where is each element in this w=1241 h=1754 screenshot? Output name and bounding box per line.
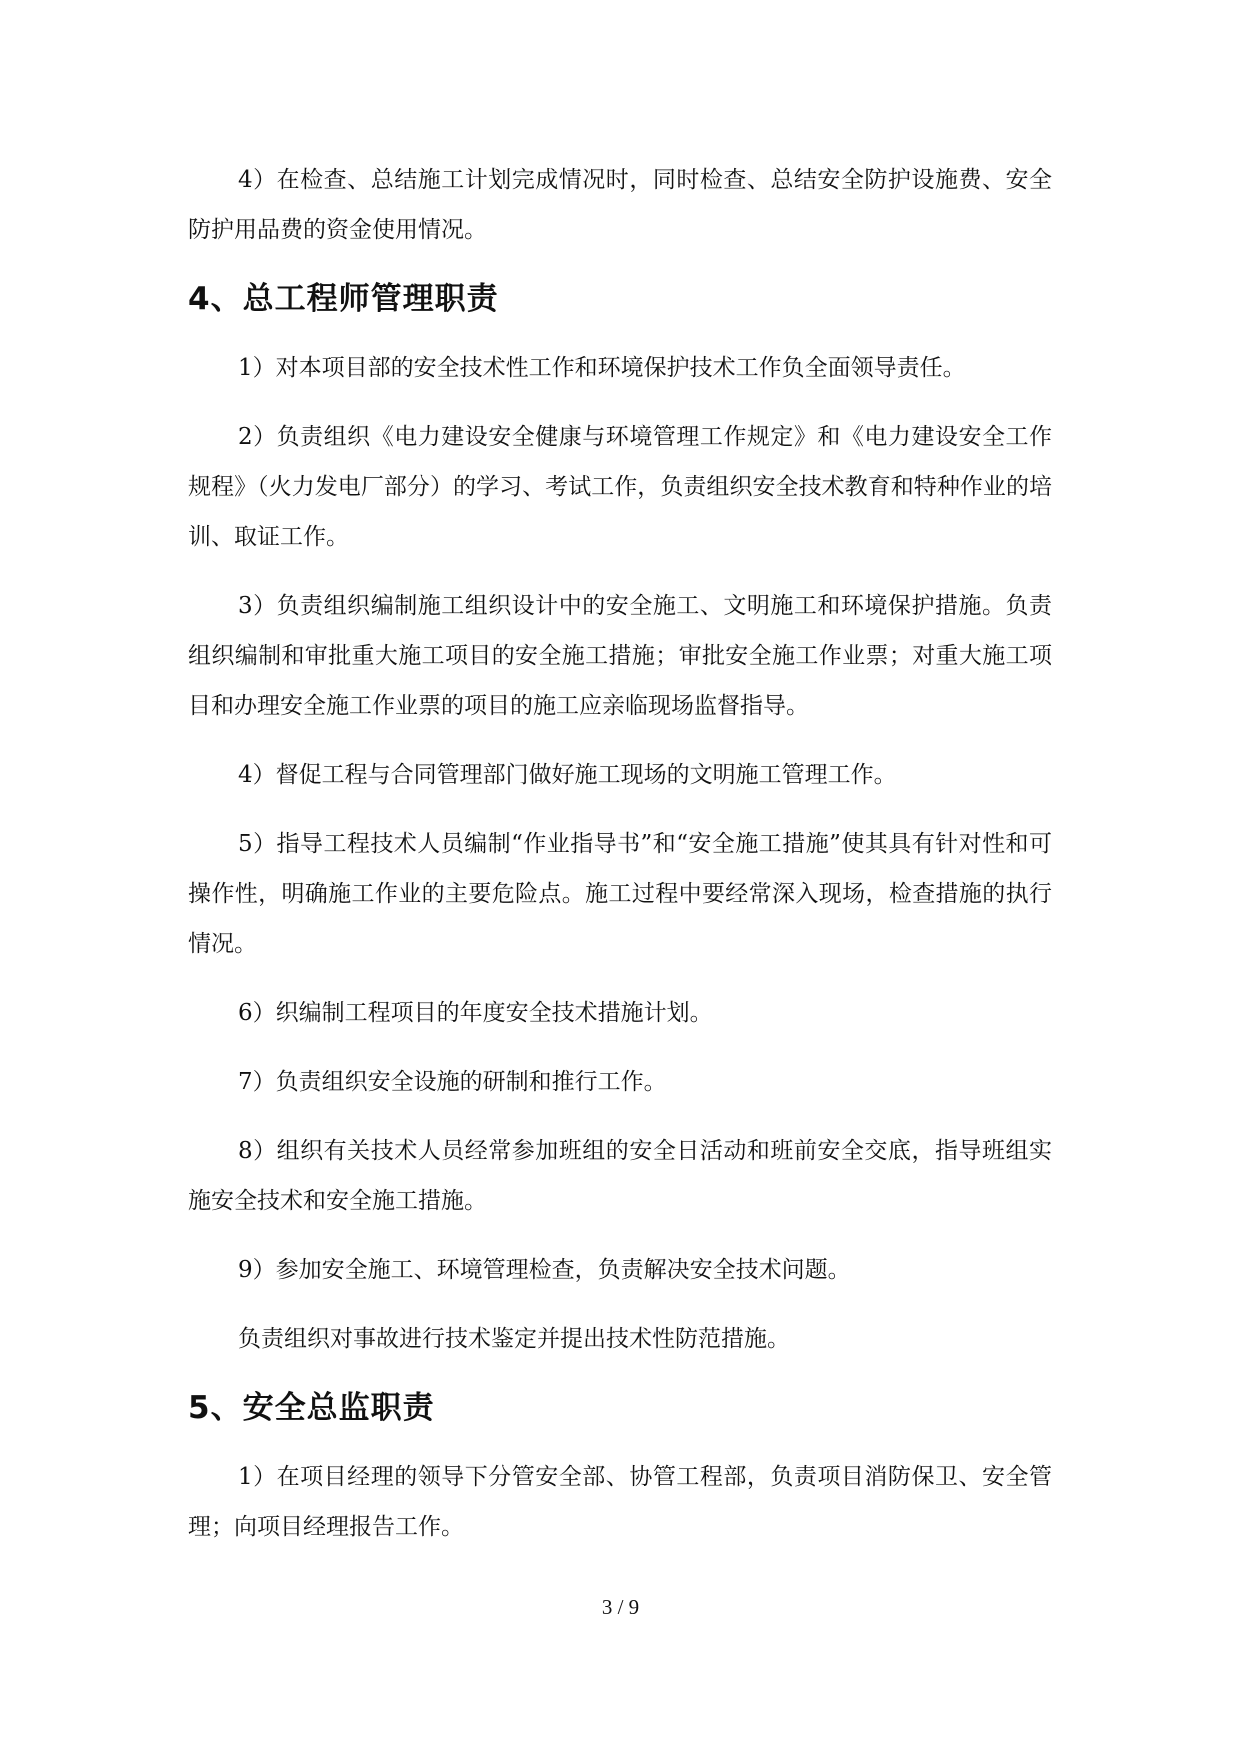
spacer xyxy=(188,800,1052,819)
paragraph-item-3: 3）负责组织编制施工组织设计中的安全施工、文明施工和环境保护措施。负责组织编制和审批重大施工项目的安全施工措施；审批安全施工作业票；对重大施工项目和办理安全施工作业票的项目的施工应亲临现场监督指导。 xyxy=(188,593,1052,719)
spacer xyxy=(188,1107,1052,1126)
spacer xyxy=(188,1433,1052,1452)
spacer xyxy=(188,969,1052,988)
paragraph-accident-review: 负责组织对事故进行技术鉴定并提出技术性防范措施。 xyxy=(238,1326,790,1352)
spacer xyxy=(188,1226,1052,1245)
paragraph-item-2: 2）负责组织《电力建设安全健康与环境管理工作规定》和《电力建设安全工作规程》（火力发电厂部分）的学习、考试工作，负责组织安全技术教育和特种作业的培训、取证工作。 xyxy=(188,424,1052,550)
paragraph-item-4-funds-check: 4）在检查、总结施工计划完成情况时，同时检查、总结安全防护设施费、安全防护用品费的资金使用情况。 xyxy=(188,167,1052,243)
spacer xyxy=(188,324,1052,343)
spacer xyxy=(188,562,1052,581)
paragraph-item-4: 4）督促工程与合同管理部门做好施工现场的文明施工管理工作。 xyxy=(238,762,897,788)
spacer xyxy=(188,1038,1052,1057)
spacer xyxy=(188,731,1052,750)
paragraph-item-6: 6）织编制工程项目的年度安全技术措施计划。 xyxy=(238,1000,713,1026)
spacer xyxy=(188,1364,1052,1383)
section-heading-chief-engineer: 4、总工程师管理职责 xyxy=(188,281,499,317)
page-number: 3 / 9 xyxy=(601,1595,640,1619)
paragraph-safety-item-1: 1）在项目经理的领导下分管安全部、协管工程部，负责项目消防保卫、安全管理；向项目经理报告工作。 xyxy=(188,1464,1052,1540)
section-heading-safety-director: 5、安全总监职责 xyxy=(188,1390,435,1426)
spacer xyxy=(188,255,1052,274)
paragraph-item-9: 9）参加安全施工、环境管理检查，负责解决安全技术问题。 xyxy=(238,1257,851,1283)
page-content xyxy=(188,155,1052,1552)
paragraph-item-1: 1）对本项目部的安全技术性工作和环境保护技术工作负全面领导责任。 xyxy=(238,355,966,381)
spacer xyxy=(188,393,1052,412)
paragraph-item-7: 7）负责组织安全设施的研制和推行工作。 xyxy=(238,1069,667,1095)
spacer xyxy=(188,1295,1052,1314)
paragraph-item-5: 5）指导工程技术人员编制“作业指导书”和“安全施工措施”使其具有针对性和可操作性，明确施工作业的主要危险点。施工过程中要经常深入现场，检查措施的执行情况。 xyxy=(188,831,1052,957)
paragraph-item-8: 8）组织有关技术人员经常参加班组的安全日活动和班前安全交底，指导班组实施安全技术和安全施工措施。 xyxy=(188,1138,1052,1214)
